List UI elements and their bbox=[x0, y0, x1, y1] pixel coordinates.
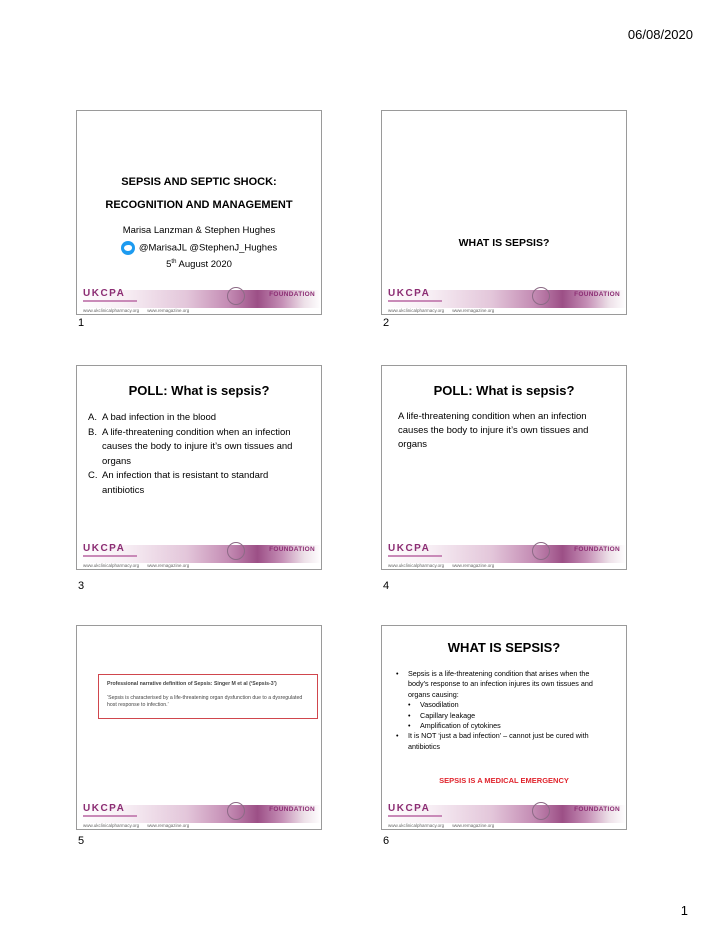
definition-title: Professional narrative definition of Sepsis: Singer M et al (‘Sepsis-3’) bbox=[107, 681, 277, 687]
slide-title: WHAT IS SEPSIS? bbox=[458, 237, 550, 249]
slide-footer: UKCPA FOUNDATION www.ukclinicalpharmacy.org www.remagazine.org bbox=[382, 537, 626, 569]
list-item: • Sepsis is a life-threatening condition that arises when the body’s response to an infection injures its own tissues and organs causing: bbox=[396, 669, 593, 699]
list-item: • Vasodilation bbox=[408, 700, 459, 710]
foundation-logo: FOUNDATION bbox=[269, 806, 315, 813]
slide-number: 5 bbox=[78, 835, 85, 847]
list-item: • Amplification of cytokines bbox=[408, 721, 501, 731]
slide-date: 5th August 2020 bbox=[166, 259, 232, 271]
ukcpa-logo: UKCPA bbox=[83, 288, 126, 299]
list-item: A. A bad infection in the blood bbox=[88, 412, 217, 423]
slide-footer: UKCPA FOUNDATION www.ukclinicalpharmacy.org www.remagazine.org bbox=[382, 282, 626, 314]
poll-answer: A life-threatening condition when an infection causes the body to injure it’s own tissues and organs bbox=[398, 411, 589, 450]
crest-icon bbox=[227, 287, 245, 305]
slide-6 bbox=[381, 625, 627, 830]
foundation-logo: FOUNDATION bbox=[574, 806, 620, 813]
slide-title: POLL: What is sepsis? bbox=[128, 383, 270, 398]
list-item: C. An infection that is resistant to standard antibiotics bbox=[88, 470, 269, 496]
foundation-logo: FOUNDATION bbox=[574, 291, 620, 298]
ukcpa-logo: UKCPA bbox=[83, 543, 126, 554]
crest-icon bbox=[532, 802, 550, 820]
slide-footer: UKCPA FOUNDATION www.ukclinicalpharmacy.org www.remagazine.org bbox=[77, 797, 321, 829]
page-number: 1 bbox=[680, 903, 688, 918]
slide-number: 1 bbox=[78, 317, 85, 329]
list-item: • It is NOT ‘just a bad infection’ – cannot just be cured with antibiotics bbox=[396, 731, 589, 751]
ukcpa-logo: UKCPA bbox=[388, 288, 431, 299]
bullet-list bbox=[396, 669, 608, 752]
crest-icon bbox=[532, 287, 550, 305]
slide-title: WHAT IS SEPSIS? bbox=[447, 640, 561, 655]
slide-handles-row bbox=[77, 241, 321, 255]
foundation-logo: FOUNDATION bbox=[269, 291, 315, 298]
emergency-banner: SEPSIS IS A MEDICAL EMERGENCY bbox=[439, 776, 569, 785]
list-item: B. A life-threatening condition when an infection causes the body to injure it’s own tissues and organs bbox=[88, 426, 293, 467]
slide-title: POLL: What is sepsis? bbox=[433, 383, 575, 398]
crest-icon bbox=[227, 542, 245, 560]
foundation-logo: FOUNDATION bbox=[269, 546, 315, 553]
slide-number: 3 bbox=[78, 580, 85, 592]
slide-handles: @MarisaJL @StephenJ_Hughes bbox=[138, 242, 278, 254]
slide-authors: Marisa Lanzman & Stephen Hughes bbox=[122, 225, 276, 236]
list-item: • Capillary leakage bbox=[408, 710, 476, 720]
crest-icon bbox=[532, 542, 550, 560]
page-date: 06/08/2020 bbox=[627, 27, 693, 42]
definition-text: ‘Sepsis is characterised by a life-threatening organ dysfunction due to a dysregulated host response to infection.’ bbox=[107, 695, 303, 708]
slide-footer: UKCPA FOUNDATION www.ukclinicalpharmacy.org www.remagazine.org bbox=[77, 537, 321, 569]
slide-number: 4 bbox=[383, 580, 390, 592]
slide-1 bbox=[76, 110, 322, 315]
slide-3 bbox=[76, 365, 322, 570]
twitter-icon bbox=[121, 241, 135, 255]
ukcpa-logo: UKCPA bbox=[388, 543, 431, 554]
ukcpa-logo: UKCPA bbox=[83, 803, 126, 814]
poll-options bbox=[88, 411, 313, 498]
slide-number: 6 bbox=[383, 835, 390, 847]
slide-title-line1: SEPSIS AND SEPTIC SHOCK: bbox=[121, 176, 277, 188]
slide-4 bbox=[381, 365, 627, 570]
slide-2 bbox=[381, 110, 627, 315]
slide-number: 2 bbox=[383, 317, 390, 329]
definition-box bbox=[98, 674, 318, 719]
foundation-logo: FOUNDATION bbox=[574, 546, 620, 553]
slide-title-line2: RECOGNITION AND MANAGEMENT bbox=[105, 199, 293, 211]
slide-footer: UKCPA FOUNDATION www.ukclinicalpharmacy.org www.remagazine.org bbox=[382, 797, 626, 829]
slide-footer: UKCPA FOUNDATION www.ukclinicalpharmacy.org www.remagazine.org bbox=[77, 282, 321, 314]
ukcpa-logo: UKCPA bbox=[388, 803, 431, 814]
slide-5 bbox=[76, 625, 322, 830]
crest-icon bbox=[227, 802, 245, 820]
